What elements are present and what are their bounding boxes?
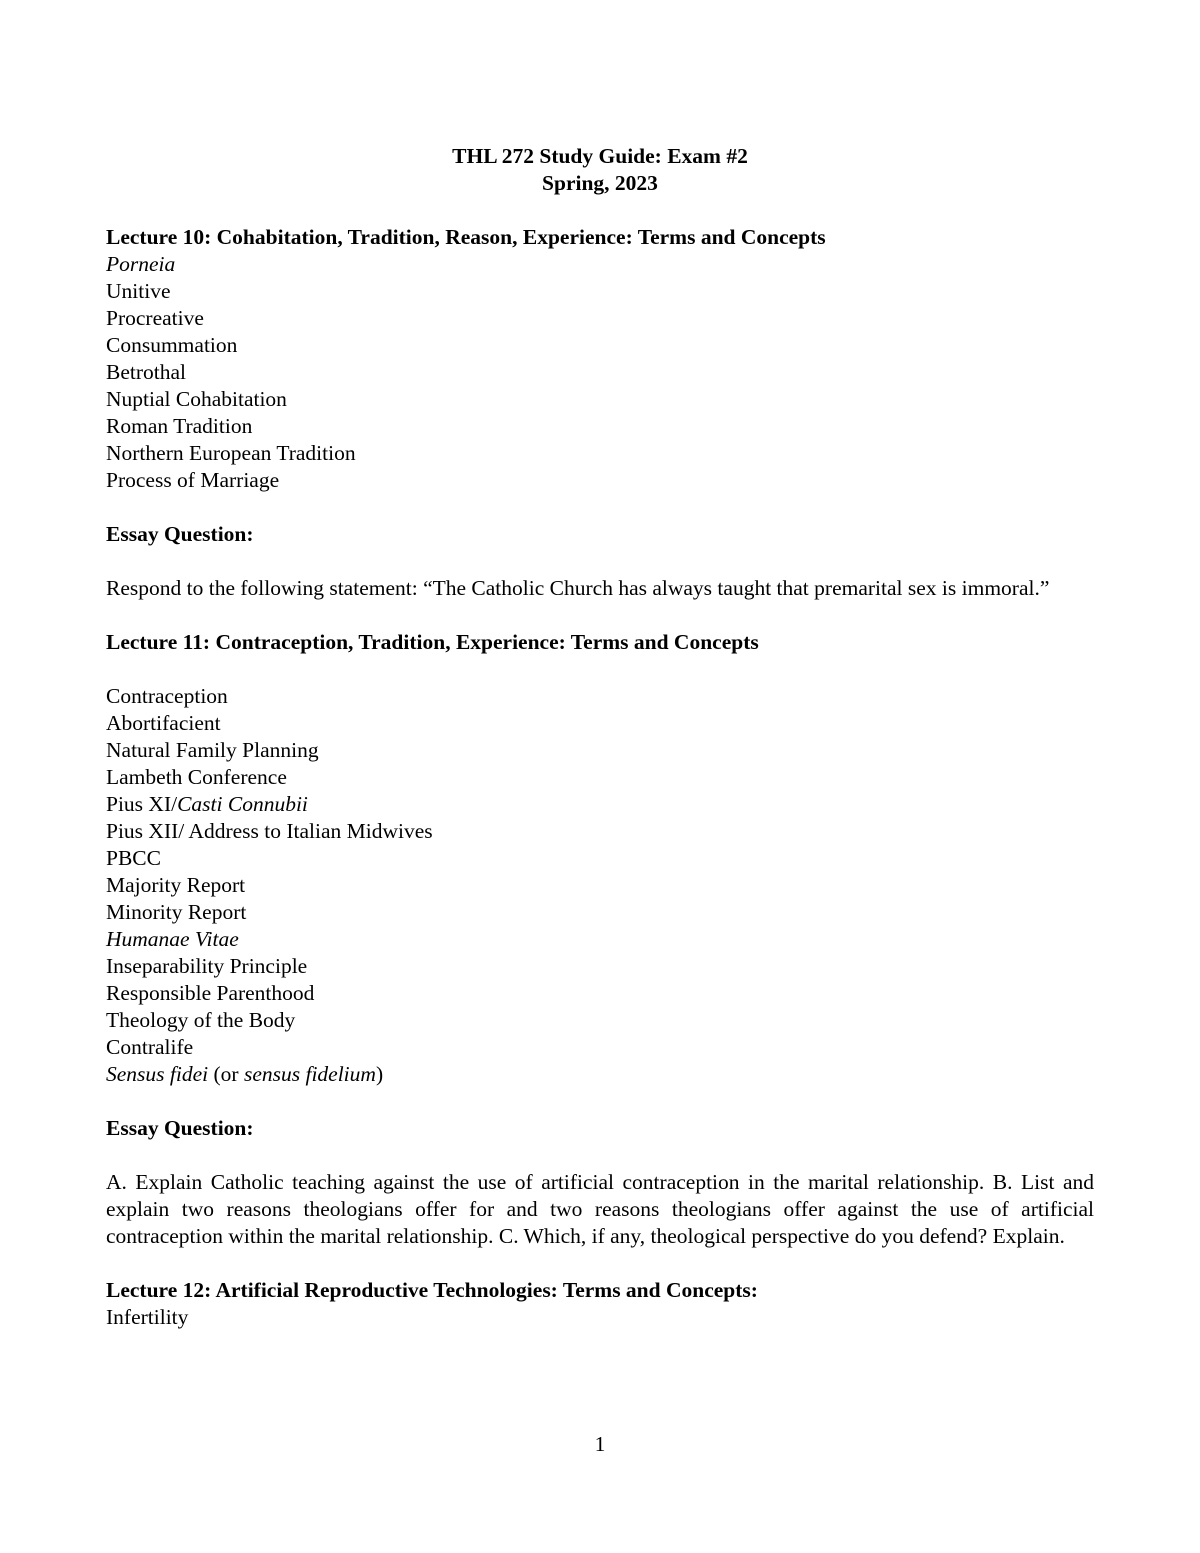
lecture-12-section — [106, 1277, 1094, 1331]
term-item: Betrothal — [106, 360, 187, 384]
spacer — [106, 548, 1094, 575]
term-item: Unitive — [106, 279, 171, 303]
title-block — [106, 143, 1094, 197]
term-or-text: (or — [208, 1062, 244, 1086]
term-item: Procreative — [106, 306, 204, 330]
term-item: Majority Report — [106, 873, 246, 897]
spacer — [106, 494, 1094, 521]
term-sensus-fidei: Sensus fidei — [106, 1062, 209, 1086]
term-item — [106, 251, 1094, 278]
essay-question-heading: Essay Question: — [106, 522, 254, 546]
term-item: Minority Report — [106, 900, 247, 924]
spacer — [106, 1142, 1094, 1169]
lecture-10-heading: Lecture 10: Cohabitation, Tradition, Reason, Experience: Terms and Concepts — [106, 225, 826, 249]
term-sensus-fidelium: sensus fidelium — [243, 1062, 376, 1086]
term-pius-xi: Pius XI/ — [106, 792, 178, 816]
term-item: PBCC — [106, 846, 161, 870]
essay-question-heading: Essay Question: — [106, 1116, 254, 1140]
lecture-10-section — [106, 224, 1094, 602]
essay-question-text: Respond to the following statement: “The Catholic Church has always taught that premarital sex is immoral.” — [106, 576, 1050, 600]
term-item: Pius XII/ Address to Italian Midwives — [106, 819, 433, 843]
lecture-11-heading: Lecture 11: Contraception, Tradition, Experience: Terms and Concepts — [106, 630, 759, 654]
term-item: Nuptial Cohabitation — [106, 387, 287, 411]
term-item — [106, 926, 1094, 953]
term-item: Lambeth Conference — [106, 765, 287, 789]
term-close-paren: ) — [375, 1062, 384, 1086]
essay-question-text: A. Explain Catholic teaching against the use of artificial contraception in the marital relationship. B. List and explain two reasons theologians offer for and two reasons theologians offer against the use of artificial contraception within the marital relationship. C. Which, if any, theological perspective do you defend? Explain. — [106, 1170, 1094, 1248]
term-item: Northern European Tradition — [106, 441, 356, 465]
term-item — [106, 791, 1094, 818]
lecture-12-heading: Lecture 12: Artificial Reproductive Technologies: Terms and Concepts: — [106, 1278, 758, 1302]
term-porneia: Porneia — [106, 252, 176, 276]
term-item: Infertility — [106, 1305, 189, 1329]
document-body — [106, 143, 1094, 1331]
spacer — [106, 1250, 1094, 1277]
term-item: Inseparability Principle — [106, 954, 308, 978]
term-item: Theology of the Body — [106, 1008, 296, 1032]
term-item: Responsible Parenthood — [106, 981, 315, 1005]
spacer — [106, 1088, 1094, 1115]
spacer — [106, 197, 1094, 224]
document-title: THL 272 Study Guide: Exam #2 — [452, 144, 748, 168]
term-item: Abortifacient — [106, 711, 221, 735]
term-item — [106, 1061, 1094, 1088]
term-casti-connubii: Casti Connubii — [177, 792, 308, 816]
page-number: 1 — [594, 1432, 606, 1456]
term-item: Consummation — [106, 333, 238, 357]
document-subtitle: Spring, 2023 — [542, 171, 658, 195]
term-item: Roman Tradition — [106, 414, 253, 438]
term-item: Natural Family Planning — [106, 738, 319, 762]
spacer — [106, 602, 1094, 629]
term-item: Process of Marriage — [106, 468, 280, 492]
term-item: Contralife — [106, 1035, 194, 1059]
term-item: Contraception — [106, 684, 228, 708]
spacer — [106, 656, 1094, 683]
term-humanae-vitae: Humanae Vitae — [106, 927, 239, 951]
lecture-11-section — [106, 629, 1094, 1250]
